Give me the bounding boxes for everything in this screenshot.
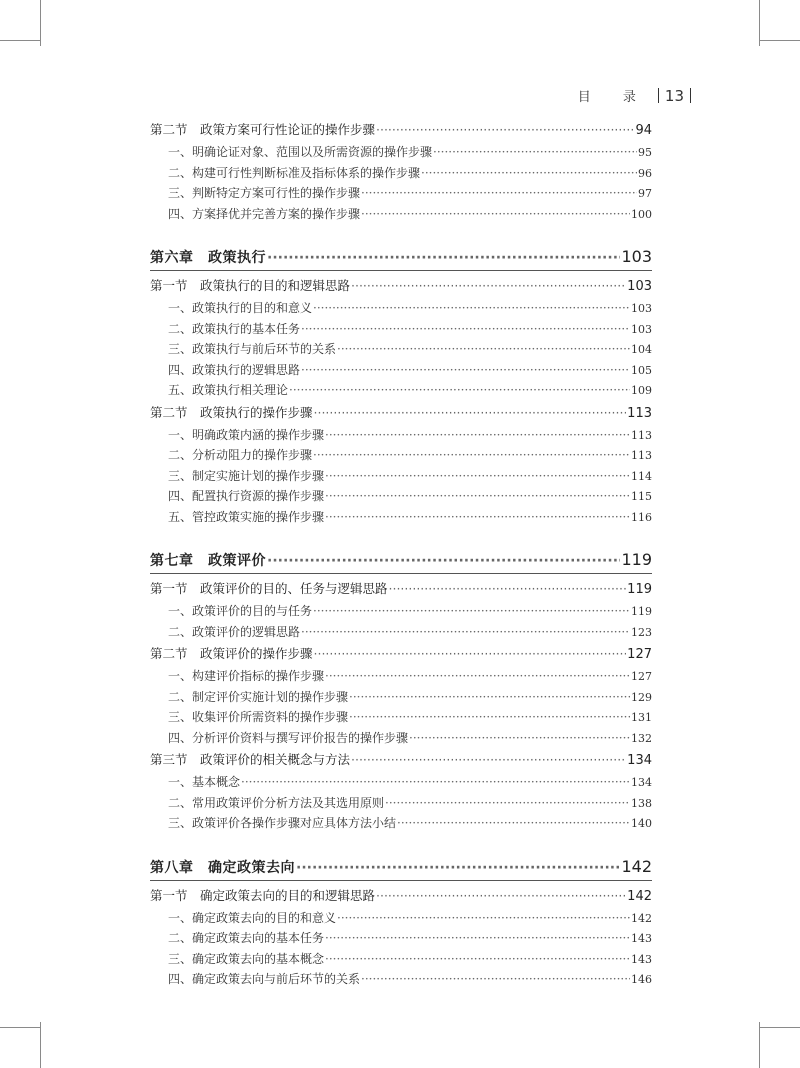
toc-page: 100	[631, 207, 652, 221]
toc-page: 103	[627, 279, 652, 294]
toc-leader	[337, 339, 630, 360]
toc-item[interactable]	[150, 339, 652, 360]
toc-page: 138	[631, 796, 652, 810]
toc-leader	[409, 728, 630, 749]
toc-leader	[389, 577, 627, 601]
toc-leader	[301, 319, 630, 340]
toc-title: 第六章 政策执行	[150, 250, 266, 266]
header-divider	[658, 88, 659, 103]
toc-page: 105	[631, 363, 652, 377]
toc-leader	[376, 884, 626, 908]
toc-leader	[351, 748, 626, 772]
toc-item[interactable]	[150, 183, 652, 204]
toc-leader	[325, 425, 630, 446]
toc-title: 一、政策评价的目的与任务	[168, 604, 313, 618]
toc-page: 104	[631, 343, 652, 356]
toc-page: 142	[621, 856, 652, 876]
toc-title: 第七章 政策评价	[150, 553, 266, 569]
toc-leader	[289, 380, 630, 401]
toc-leader	[397, 813, 630, 834]
toc-page: 132	[631, 731, 652, 745]
toc-title: 二、政策执行的基本任务	[168, 321, 301, 336]
toc-section[interactable]	[150, 118, 652, 142]
toc-page: 114	[631, 469, 652, 483]
toc-leader	[361, 969, 630, 990]
toc-item[interactable]	[150, 666, 652, 687]
toc-item[interactable]	[150, 466, 652, 487]
toc-title: 四、配置执行资源的操作步骤	[168, 489, 325, 503]
toc-leader	[385, 793, 630, 814]
toc-section[interactable]	[150, 642, 652, 666]
table-of-contents	[150, 118, 652, 990]
toc-title: 一、基本概念	[168, 775, 241, 789]
toc-item[interactable]	[150, 360, 652, 381]
toc-page: 113	[627, 405, 652, 421]
toc-item[interactable]	[150, 793, 652, 814]
toc-leader	[325, 928, 630, 949]
toc-title: 三、确定政策去向的基本概念	[168, 951, 325, 966]
toc-leader	[337, 908, 630, 929]
toc-title: 二、常用政策评价分析方法及其选用原则	[168, 795, 385, 810]
toc-title: 四、分析评价资料与撰写评价报告的操作步骤	[168, 730, 409, 745]
toc-section[interactable]	[150, 577, 652, 601]
toc-title: 二、政策评价的逻辑思路	[168, 624, 301, 639]
toc-title: 第二节 政策评价的操作步骤	[150, 646, 313, 661]
toc-section[interactable]	[150, 274, 652, 298]
header-label: 目 录	[577, 90, 650, 105]
toc-leader	[349, 707, 630, 728]
toc-page: 123	[631, 625, 652, 639]
toc-leader	[313, 298, 630, 319]
toc-page: 113	[631, 449, 652, 462]
toc-item[interactable]	[150, 425, 652, 446]
toc-item[interactable]	[150, 949, 652, 970]
toc-leader	[314, 642, 627, 666]
crop-mark	[0, 1027, 40, 1028]
toc-chapter[interactable]	[150, 547, 652, 573]
toc-item[interactable]	[150, 622, 652, 643]
toc-item[interactable]	[150, 728, 652, 749]
crop-mark	[760, 1027, 800, 1028]
toc-title: 五、管控政策实施的操作步骤	[168, 509, 325, 524]
toc-chapter[interactable]	[150, 854, 652, 880]
toc-page: 109	[631, 384, 652, 397]
toc-leader	[325, 466, 630, 487]
toc-page: 103	[631, 322, 652, 336]
toc-section[interactable]	[150, 401, 652, 425]
toc-leader	[296, 855, 620, 881]
toc-item[interactable]	[150, 813, 652, 834]
toc-page: 143	[631, 932, 652, 945]
toc-leader	[301, 622, 630, 643]
toc-page: 103	[631, 302, 652, 315]
toc-title: 一、明确论证对象、范围以及所需资源的操作步骤	[168, 145, 433, 159]
toc-title: 二、构建可行性判断标准及指标体系的操作步骤	[168, 165, 421, 180]
toc-title: 一、确定政策去向的目的和意义	[168, 910, 337, 925]
toc-page: 95	[638, 146, 652, 159]
crop-mark	[40, 0, 41, 46]
toc-page: 97	[638, 187, 652, 200]
toc-page: 103	[621, 247, 652, 266]
toc-title: 第一节 政策执行的目的和逻辑思路	[150, 278, 351, 293]
toc-leader	[267, 548, 620, 574]
toc-leader	[351, 274, 626, 298]
toc-page: 143	[631, 952, 652, 966]
toc-leader	[376, 118, 634, 142]
toc-title: 五、政策执行相关理论	[168, 383, 289, 397]
toc-leader	[325, 507, 630, 528]
toc-page: 113	[631, 428, 652, 442]
toc-title: 三、政策执行与前后环节的关系	[168, 342, 337, 356]
toc-title: 三、判断特定方案可行性的操作步骤	[168, 186, 361, 200]
toc-title: 二、制定评价实施计划的操作步骤	[168, 689, 349, 704]
page-number: 13	[664, 86, 684, 105]
toc-page: 119	[631, 605, 652, 618]
header-divider	[690, 88, 691, 103]
toc-item[interactable]	[150, 163, 652, 184]
toc-leader	[433, 142, 637, 163]
toc-page: 115	[631, 490, 652, 503]
crop-mark	[759, 1022, 760, 1068]
running-header	[578, 86, 697, 105]
toc-title: 第八章 确定政策去向	[150, 859, 295, 876]
toc-page: 140	[631, 817, 652, 830]
toc-item[interactable]	[150, 507, 652, 528]
toc-leader	[301, 360, 630, 381]
toc-page: 119	[627, 582, 652, 597]
toc-title: 三、收集评价所需资料的操作步骤	[168, 710, 349, 724]
toc-page: 131	[631, 711, 652, 724]
toc-page: 119	[621, 550, 652, 569]
toc-section[interactable]	[150, 884, 652, 908]
toc-item[interactable]	[150, 707, 652, 728]
toc-page: 146	[631, 973, 652, 986]
toc-section[interactable]	[150, 748, 652, 772]
toc-item[interactable]	[150, 142, 652, 163]
crop-mark	[40, 1022, 41, 1068]
toc-title: 三、制定实施计划的操作步骤	[168, 468, 325, 483]
toc-item[interactable]	[150, 928, 652, 949]
toc-item[interactable]	[150, 319, 652, 340]
toc-leader	[314, 401, 627, 425]
toc-leader	[421, 163, 637, 184]
toc-leader	[241, 772, 630, 793]
toc-title: 二、分析动阻力的操作步骤	[168, 448, 313, 462]
toc-item[interactable]	[150, 969, 652, 990]
toc-page: 127	[631, 670, 652, 683]
toc-item[interactable]	[150, 486, 652, 507]
toc-page: 142	[631, 911, 652, 925]
toc-leader	[313, 445, 630, 466]
toc-item[interactable]	[150, 204, 652, 225]
toc-title: 第二节 政策方案可行性论证的操作步骤	[150, 122, 376, 137]
toc-page: 142	[627, 888, 652, 904]
toc-item[interactable]	[150, 298, 652, 319]
toc-page: 129	[631, 690, 652, 704]
toc-item[interactable]	[150, 445, 652, 466]
toc-leader	[325, 666, 630, 687]
toc-page: 134	[627, 753, 652, 768]
toc-title: 一、构建评价指标的操作步骤	[168, 669, 325, 683]
toc-item[interactable]	[150, 772, 652, 793]
toc-leader	[313, 601, 630, 622]
toc-item[interactable]	[150, 687, 652, 708]
toc-item[interactable]	[150, 380, 652, 401]
toc-leader	[325, 486, 630, 507]
toc-leader	[267, 245, 620, 271]
toc-title: 第三节 政策评价的相关概念与方法	[150, 752, 351, 767]
toc-title: 第一节 政策评价的目的、任务与逻辑思路	[150, 581, 388, 596]
toc-leader	[349, 687, 630, 708]
crop-mark	[760, 40, 800, 41]
toc-title: 第一节 确定政策去向的目的和逻辑思路	[150, 887, 376, 903]
toc-page: 116	[631, 510, 652, 524]
toc-title: 四、方案择优并完善方案的操作步骤	[168, 206, 361, 221]
toc-page: 127	[627, 647, 652, 662]
toc-leader	[361, 183, 637, 204]
toc-item[interactable]	[150, 601, 652, 622]
toc-title: 三、政策评价各操作步骤对应具体方法小结	[168, 816, 397, 830]
crop-mark	[0, 40, 40, 41]
toc-title: 第二节 政策执行的操作步骤	[150, 404, 313, 420]
toc-chapter[interactable]	[150, 244, 652, 270]
toc-title: 一、明确政策内涵的操作步骤	[168, 427, 325, 442]
toc-page: 134	[631, 776, 652, 789]
toc-title: 二、确定政策去向的基本任务	[168, 931, 325, 945]
toc-title: 四、确定政策去向与前后环节的关系	[168, 972, 361, 986]
toc-item[interactable]	[150, 908, 652, 929]
toc-page: 94	[635, 123, 652, 138]
toc-leader	[361, 204, 630, 225]
toc-leader	[325, 949, 630, 970]
toc-page: 96	[638, 166, 652, 180]
toc-title: 四、政策执行的逻辑思路	[168, 362, 301, 377]
toc-title: 一、政策执行的目的和意义	[168, 301, 313, 315]
